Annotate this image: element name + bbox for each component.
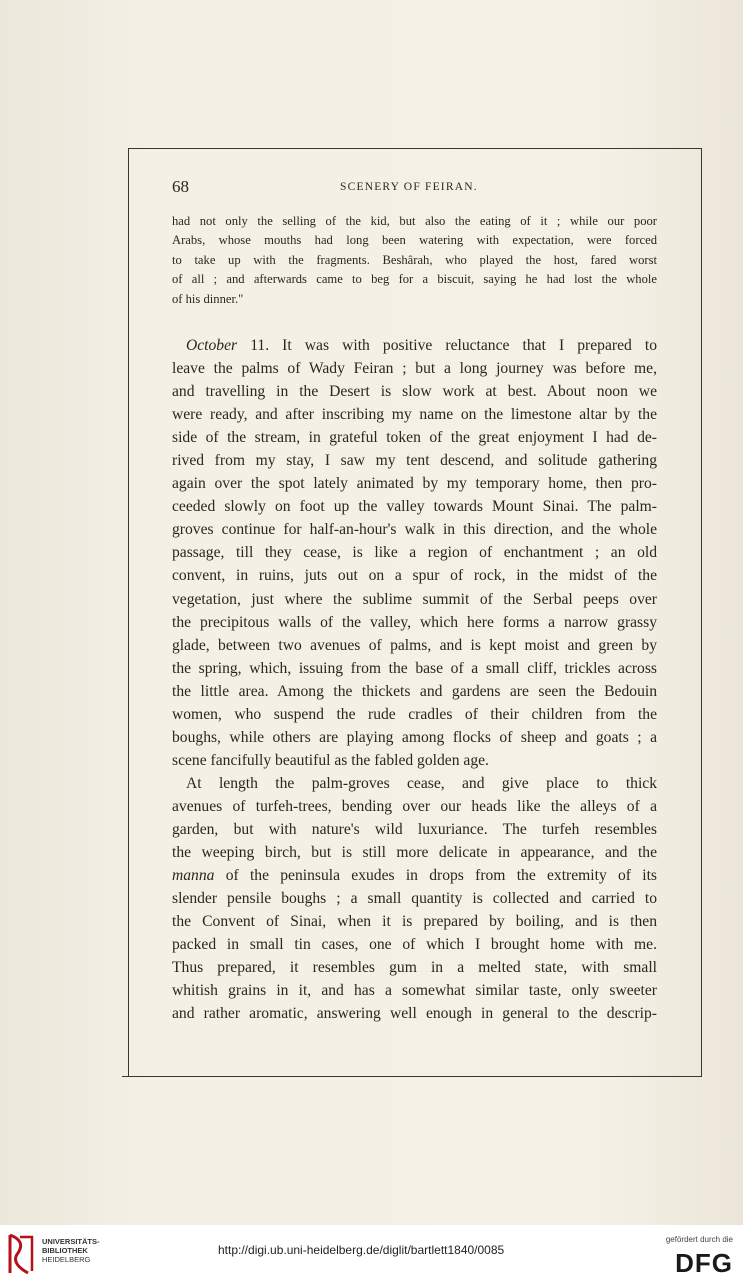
quote-line: Arabs, whose mouths had long been watering with expectation, were forced	[172, 233, 657, 248]
text-line: convent, in ruins, juts out on a spur of rock, in the midst of the	[172, 567, 657, 585]
manna-italic: manna	[172, 867, 215, 885]
text-line: packed in small tin cases, one of which I brought home with me.	[172, 936, 657, 954]
quote-line: to take up with the fragments. Beshârah, who played the host, fared worst	[172, 252, 657, 267]
text-line: women, who suspend the rude cradles of their children from the	[172, 705, 657, 723]
text-line: garden, but with nature's wild luxuriance. The turfeh resembles	[172, 820, 657, 838]
library-name-line: UNIVERSITÄTS-	[42, 1237, 100, 1246]
university-logo-icon	[6, 1233, 36, 1275]
frame-rule-left	[128, 148, 129, 1076]
first-line-rest: 11. It was with positive reluctance that I prepared to	[237, 337, 657, 354]
funded-by-label: gefördert durch die	[665, 1235, 733, 1244]
permalink-url[interactable]: http://digi.ub.uni-heidelberg.de/diglit/bartlett1840/0085	[218, 1243, 505, 1257]
text-line: side of the stream, in grateful token of the great enjoyment I had de-	[172, 429, 657, 447]
text-line: leave the palms of Wady Feiran ; but a long journey was before me,	[172, 360, 657, 378]
text-line: the little area. Among the thickets and gardens are seen the Bedouin	[172, 682, 657, 700]
manna-line	[172, 864, 657, 887]
text-line: vegetation, just where the sublime summit of the Serbal peeps over	[172, 590, 657, 608]
paragraph-1-first-line	[172, 334, 657, 357]
text-line: groves continue for half-an-hour's walk in this direction, and the whole	[172, 521, 657, 539]
text-line: glade, between two avenues of palms, and is kept moist and green by	[172, 636, 657, 654]
text-line: ceeded slowly on foot up the valley towards Mount Sinai. The palm-	[172, 498, 657, 516]
text-line: and rather aromatic, answering well enough in general to the descrip-	[172, 1005, 657, 1023]
text-line: passage, till they cease, is like a region of enchantment ; an old	[172, 544, 657, 562]
text-line: At length the palm-groves cease, and give place to thick	[186, 774, 657, 792]
library-name	[42, 1237, 100, 1264]
text-line: slender pensile boughs ; a small quantity is collected and carried to	[172, 890, 657, 908]
text-line: and travelling in the Desert is slow work at best. About noon we	[172, 383, 657, 401]
quote-line: had not only the selling of the kid, but also the eating of it ; while our poor	[172, 214, 657, 228]
frame-rule-bottom	[122, 1076, 702, 1077]
text-line: were ready, and after inscribing my name on the limestone altar by the	[172, 406, 657, 424]
body-text	[172, 334, 657, 1025]
text-line: whitish grains in it, and has a somewhat similar taste, only sweeter	[172, 982, 657, 1000]
text-line: the weeping birch, but is still more delicate in appearance, and the	[172, 844, 657, 862]
text-line: Thus prepared, it resembles gum in a melted state, with small	[172, 959, 657, 977]
dfg-logo: DFG	[675, 1248, 733, 1278]
quote-line: of all ; and afterwards came to beg for a biscuit, saying he had lost the whole	[172, 272, 657, 287]
quoted-passage	[172, 212, 657, 309]
quote-line: of his dinner."	[172, 291, 244, 306]
text-line: the precipitous walls of the valley, which here forms a narrow grassy	[172, 613, 657, 631]
date-italic: October	[186, 337, 238, 354]
text-line: the spring, which, issuing from the base of a small cliff, trickles across	[172, 659, 657, 677]
text-line: the Convent of Sinai, when it is prepared by boiling, and is then	[172, 913, 657, 931]
manna-line-rest: of the peninsula exudes in drops from the extremity of its	[214, 867, 657, 885]
running-head: SCENERY OF FEIRAN.	[340, 181, 478, 193]
text-line: avenues of turfeh-trees, bending over our heads like the alleys of a	[172, 797, 657, 815]
text-line: boughs, while others are playing among flocks of sheep and goats ; a	[172, 728, 657, 746]
frame-rule-right	[701, 148, 702, 1076]
frame-rule-top	[128, 148, 702, 149]
text-line: scene fancifully beautiful as the fabled golden age.	[172, 751, 489, 769]
library-name-line: HEIDELBERG	[42, 1255, 91, 1264]
text-line: rived from my stay, I saw my tent descend, and solitude gathering	[172, 452, 657, 470]
page-number: 68	[172, 177, 189, 196]
library-name-line: BIBLIOTHEK	[42, 1246, 88, 1255]
text-line: again over the spot lately animated by my temporary home, then pro-	[172, 475, 657, 493]
